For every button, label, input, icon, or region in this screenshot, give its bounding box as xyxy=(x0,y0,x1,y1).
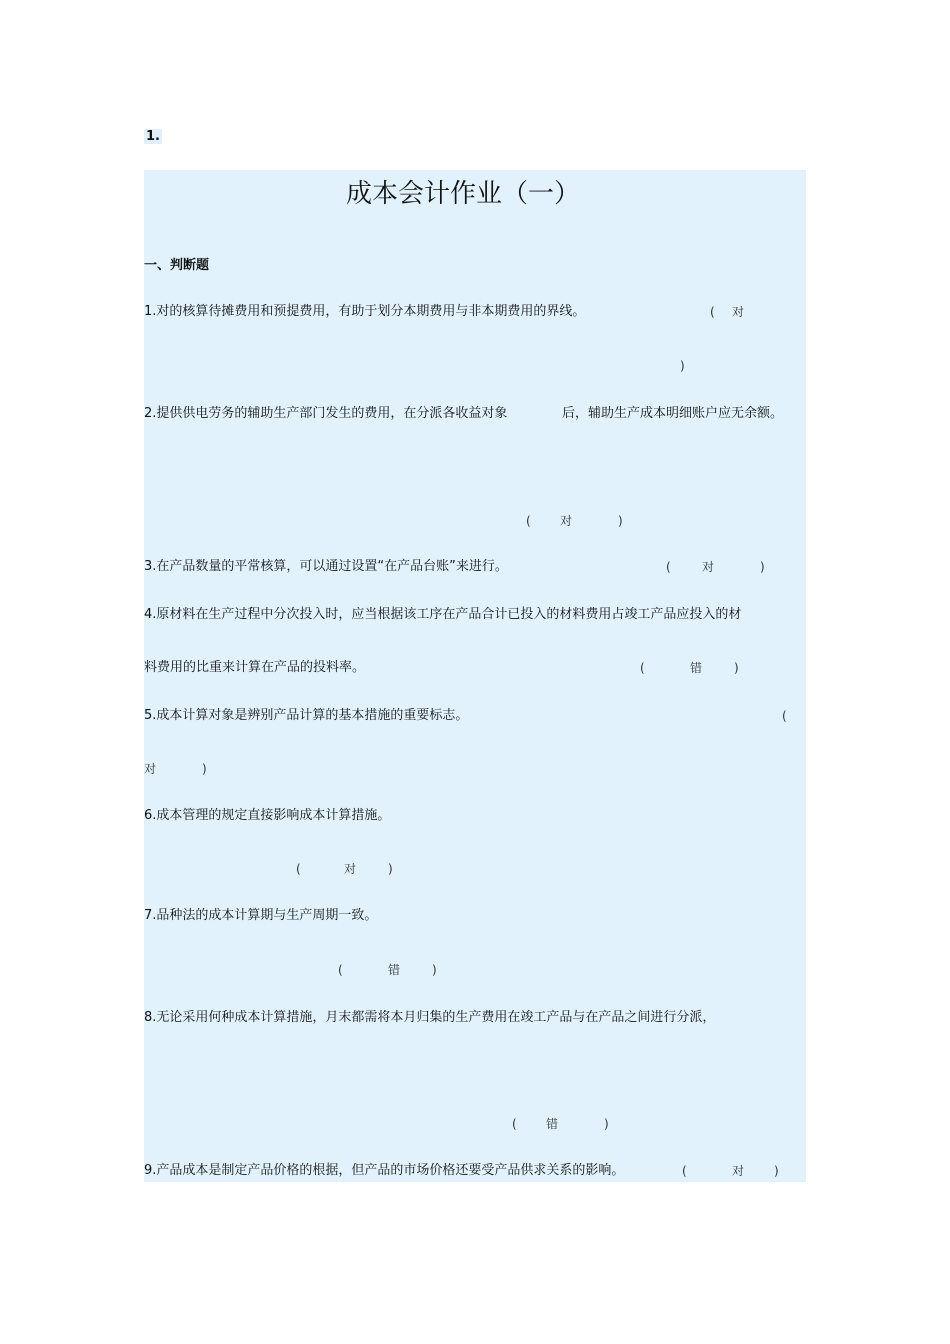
answer-open: ( xyxy=(338,963,343,977)
answer-open: ( xyxy=(526,514,531,528)
question-text: 2.提供供电劳务的辅助生产部门发生的费用，在分派各收益对象 xyxy=(144,406,508,421)
answer-open: ( xyxy=(640,661,645,675)
answer-value: 对 xyxy=(344,862,357,876)
question-text: 4.原材料在生产过程中分次投入时，应当根据该工序在产品合计已投入的材料费用占竣工产品应投入的材 xyxy=(144,607,742,622)
answer-close: ) xyxy=(734,661,739,675)
answer-open: ( xyxy=(296,862,301,876)
answer-close: ) xyxy=(618,514,623,528)
answer-close: ) xyxy=(432,963,437,977)
question-text: 8.无论采用何种成本计算措施，月末都需将本月归集的生产费用在竣工产品与在产品之间进行分派， xyxy=(144,1010,716,1025)
question-text: 9.产品成本是制定产品价格的根据，但产品的市场价格还要受产品供求关系的影响。 xyxy=(144,1163,625,1178)
answer-value: 对 xyxy=(144,762,157,776)
question-text: 6.成本管理的规定直接影响成本计算措施。 xyxy=(144,808,391,823)
document-panel xyxy=(144,170,806,1182)
answer-value: 对 xyxy=(560,514,573,528)
answer-open: ( xyxy=(782,709,787,723)
question-text-tail: 后，辅助生产成本明细账户应无余额。 xyxy=(562,406,784,421)
question-text-line2: 料费用的比重来计算在产品的投料率。 xyxy=(144,660,366,675)
answer-close: ) xyxy=(680,359,685,373)
answer-close: ) xyxy=(604,1117,609,1131)
answer-close: ) xyxy=(388,862,393,876)
answer-open: ( xyxy=(666,560,671,574)
answer-value: 对 xyxy=(732,305,745,319)
answer-value: 对 xyxy=(732,1164,745,1178)
answer-open: ( xyxy=(710,305,715,319)
answer-close: ) xyxy=(760,560,765,574)
answer-close: ) xyxy=(774,1164,779,1178)
answer-open: ( xyxy=(512,1117,517,1131)
answer-value: 错 xyxy=(690,661,703,675)
page-number: 1. xyxy=(146,129,160,144)
answer-close: ) xyxy=(202,762,207,776)
answer-value: 对 xyxy=(702,560,715,574)
answer-value: 错 xyxy=(546,1117,559,1131)
answer-value: 错 xyxy=(388,963,401,977)
question-text: 1.对的核算待摊费用和预提费用，有助于划分本期费用与非本期费用的界线。 xyxy=(144,304,586,319)
question-text: 3.在产品数量的平常核算，可以通过设置“在产品台账”来进行。 xyxy=(144,559,508,574)
document-title: 成本会计作业（一） xyxy=(346,179,581,209)
question-text: 5.成本计算对象是辨别产品计算的基本措施的重要标志。 xyxy=(144,708,469,723)
section-heading: 一、判断题 xyxy=(144,258,210,273)
question-text: 7.品种法的成本计算期与生产周期一致。 xyxy=(144,908,378,923)
answer-open: ( xyxy=(682,1164,687,1178)
